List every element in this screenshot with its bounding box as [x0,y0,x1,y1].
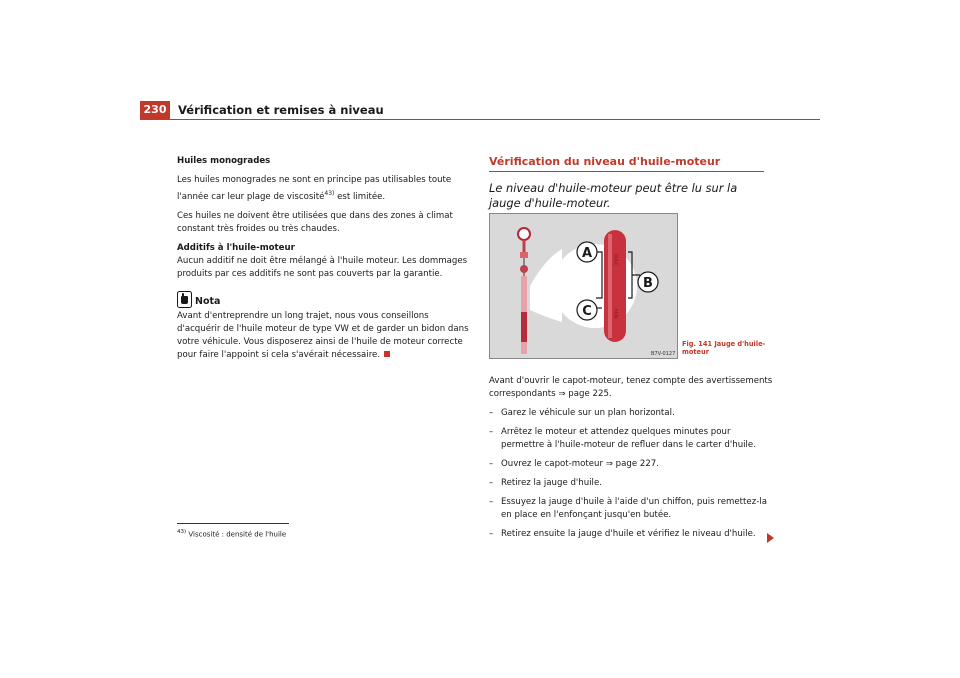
right-column [489,155,769,211]
list-dash: – [489,529,494,539]
footnote-divider [177,523,289,524]
list-item-text: Arrêtez le moteur et attendez quelques minutes pour permettre à l'huile-moteur de refluer dans le carter d'huile. [501,427,756,450]
list-item-text: Retirez la jauge d'huile. [501,478,602,488]
page-header [140,101,820,120]
list-item-text: Essuyez la jauge d'huile à l'aide d'un chiffon, puis remettez-la en place en l'enfonçant jusqu'en butée. [501,497,767,520]
footnote [177,529,286,538]
page-number: 230 [140,101,170,119]
list-item [489,426,774,452]
figure-label-b: B [643,276,653,291]
procedure-body [489,375,774,547]
dipstick-figure [489,213,678,359]
dipstick-illustration [490,214,677,358]
section-heading: Vérification du niveau d'huile-moteur [489,155,764,172]
list-item [489,407,774,420]
list-dash: – [489,459,494,469]
list-item [489,528,774,541]
svg-text:MIN: MIN [612,309,618,319]
list-item-text: Ouvrez le capot-moteur ⇒ page 227. [501,459,660,469]
monograde-text-a: Les huiles monogrades ne sont en principe pas utilisables toute l'année car leur plage de viscosité [177,175,452,202]
figure-caption: Fig. 141 Jauge d'huile-moteur [682,340,766,356]
list-item-text: Retirez ensuite la jauge d'huile et vérifiez le niveau d'huile. [501,529,756,539]
svg-text:MAX: MAX [612,254,618,266]
monograde-paragraph-2: Ces huiles ne doivent être utilisées que dans des zones à climat constant très froides ou très chaudes. [177,210,453,234]
monograde-title: Huiles monogrades [177,156,271,166]
procedure-intro: Avant d'ouvrir le capot-moteur, tenez compte des avertissements correspondants ⇒ page 225. [489,376,773,399]
list-item-text: Garez le véhicule sur un plan horizontal. [501,408,675,418]
figure-code: B7V-0127 [651,351,676,357]
list-item [489,458,774,471]
continue-arrow-icon[interactable] [767,533,774,543]
list-dash: – [489,427,494,437]
list-dash: – [489,478,494,488]
section-title: Vérification et remises à niveau [178,103,384,117]
left-column [177,155,469,368]
monograde-paragraph [177,174,469,204]
footnote-number: 43) [177,529,187,535]
figure-label-c: C [582,304,592,319]
list-dash: – [489,408,494,418]
note-icon [177,291,192,308]
end-of-section-marker [384,351,390,357]
figure-label-a: A [581,246,593,261]
section-subheading: Le niveau d'huile-moteur peut être lu sur la jauge d'huile-moteur. [489,181,738,210]
nota-paragraph [177,310,469,362]
nota-text: Avant d'entreprendre un long trajet, nous vous conseillons d'acquérir de l'huile moteur de type VW et de garder un bidon dans votre véhicule. Vous disposerez ainsi de l'huile de moteur correcte pour faire l'appoint si cela s'avérait nécessaire. [177,310,469,360]
list-item [489,477,774,490]
footnote-ref[interactable]: 43) [324,190,335,197]
nota-label: Nota [195,295,221,307]
list-item [489,496,774,522]
additives-paragraph: Aucun additif ne doit être mélangé à l'huile moteur. Les dommages produits par ces additifs ne sont pas couverts par la garantie. [177,255,468,279]
footnote-text: Viscosité : densité de l'huile [188,530,287,539]
monograde-text-b: est limitée. [334,191,386,202]
additives-title: Additifs à l'huile-moteur [177,242,295,253]
nota-header [177,291,469,308]
list-dash: – [489,497,494,507]
